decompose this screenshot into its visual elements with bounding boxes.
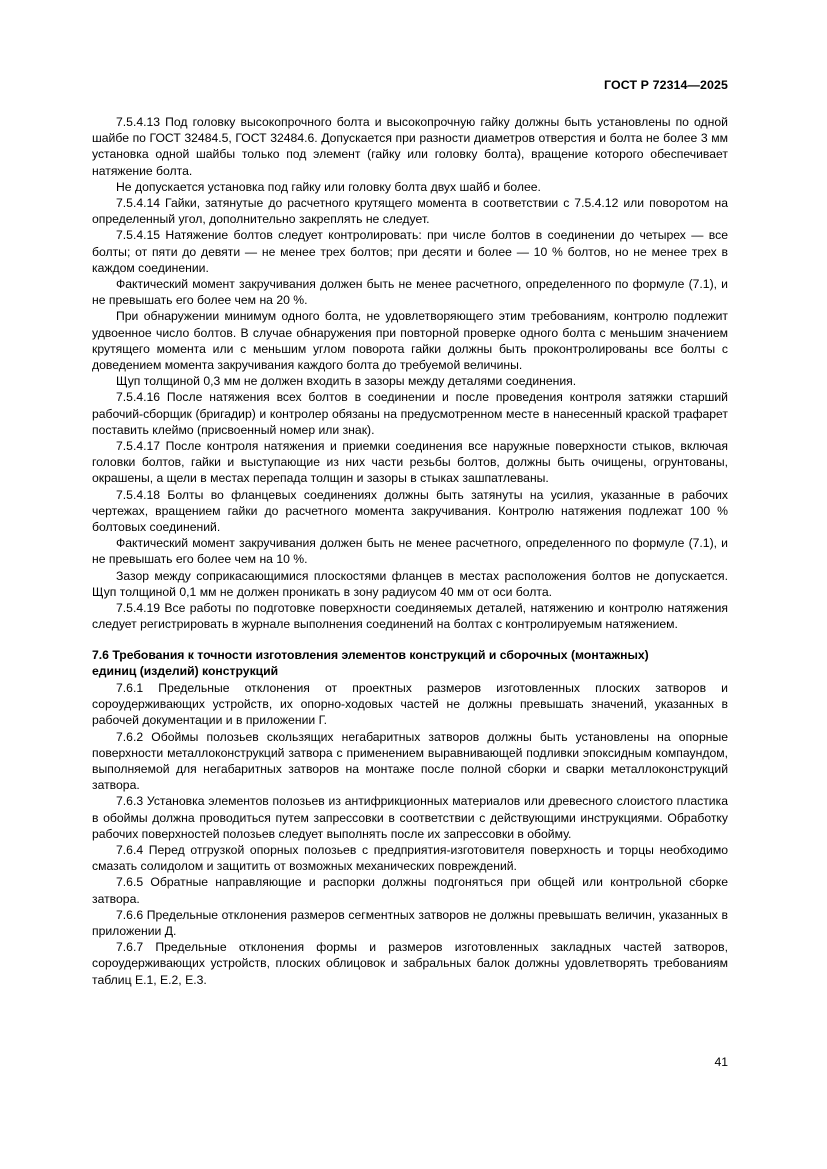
paragraph: 7.6.1 Предельные отклонения от проектных размеров изготовленных плоских затворов и сороудерживающих устройств, их опорно-ходовых частей не должны превышать значений, указанных в рабочей документации и в приложении Г.	[92, 680, 728, 728]
paragraph: Фактический момент закручивания должен быть не менее расчетного, определенного по формуле (7.1), и не превышать его более чем на 20 %.	[92, 277, 728, 308]
paragraph: 7.5.4.18 Болты во фланцевых соединениях должны быть затянуты на усилия, указанные в рабочих чертежах, вращением гайки до расчетного момента закручивания. Контролю натяжения подлежат 100 % болтовых соединений.	[92, 487, 728, 535]
section-heading: 7.6 Требования к точности изготовления элементов конструкций и сборочных (монтажных) единиц (изделий) конструкций	[92, 647, 649, 678]
paragraph: 7.6.7 Предельные отклонения формы и размеров изготовленных закладных частей затворов, сороудерживающих устройств, плоских облицовок и забральных балок должны удовлетворять требованиям таблиц Е.1, Е.2, Е.3.	[92, 940, 728, 987]
paragraph: 7.5.4.19 Все работы по подготовке поверхности соединяемых деталей, натяжению и контролю натяжения следует регистрировать в журнале выполнения соединений на болтах с контролируемым натяжением.	[92, 601, 728, 632]
paragraph: 7.6.6 Предельные отклонения размеров сегментных затворов не должны превышать величин, указанных в приложении Д.	[92, 907, 728, 938]
document-code: ГОСТ Р 72314—2025	[604, 78, 728, 92]
paragraph: 7.5.4.17 После контроля натяжения и приемки соединения все наружные поверхности стыков, включая головки болтов, гайки и выступающие из них части резьбы болтов, должны быть очищены, огрунтованы, окрашены, а щели в местах перепада толщин и зазоры в стыках зашпатлеваны.	[92, 439, 728, 486]
page-body	[92, 114, 728, 988]
paragraph: 7.5.4.16 После натяжения всех болтов в соединении и после проведения контроля затяжки старший рабочий-сборщик (бригадир) и контролер обязаны на предусмотренном месте в нанесенный краской трафарет поставить клеймо (присвоенный номер или знак).	[92, 390, 728, 437]
paragraph: Зазор между соприкасающимися плоскостями фланцев в местах расположения болтов не допускается. Щуп толщиной 0,1 мм не должен проникать в зону радиусом 40 мм от оси болта.	[92, 568, 728, 599]
paragraph: 7.5.4.15 Натяжение болтов следует контролировать: при числе болтов в соединении до четырех — все болты; от пяти до девяти — не менее трех болтов; при десяти и более — 10 % болтов, но не менее трех в каждом соединении.	[92, 228, 728, 275]
paragraph: Не допускается установка под гайку или головку болта двух шайб и более.	[116, 179, 541, 194]
paragraph: 7.5.4.13 Под головку высокопрочного болта и высокопрочную гайку должны быть установлены по одной шайбе по ГОСТ 32484.5, ГОСТ 32484.6. Допускается при разности диаметров отверстия и болта не более 3 мм установка одной шайбы только под элемент (гайку или головку болта), вращение которого обеспечивает натяжение болта.	[92, 115, 728, 178]
paragraph: 7.6.2 Обоймы полозьев скользящих негабаритных затворов должны быть установлены на опорные поверхности металлоконструкций затвора с применением выравнивающей подливки эпоксидным компаундом, выполняемой для негабаритных затворов на монтаже после полной сборки и сварки металлоконструкций затвора.	[92, 729, 728, 793]
paragraph: 7.6.3 Установка элементов полозьев из антифрикционных материалов или древесного слоистого пластика в обоймы должна проводиться путем запрессовки в соответствии с действующими инструкциями. Обработку рабочих поверхностей полозьев следует выполнять после их запрессовки в обойму.	[92, 794, 728, 841]
paragraph: 7.6.4 Перед отгрузкой опорных полозьев с предприятия-изготовителя поверхность и торцы необходимо смазать солидолом и защитить от возможных механических повреждений.	[92, 842, 728, 874]
paragraph: 7.6.5 Обратные направляющие и распорки должны подгоняться при общей или контрольной сборке затвора.	[92, 875, 728, 906]
paragraph: Щуп толщиной 0,3 мм не должен входить в зазоры между деталями соединения.	[116, 374, 577, 389]
paragraph: При обнаружении минимум одного болта, не удовлетворяющего этим требованиям, контролю подлежит удвоенное число болтов. В случае обнаружения при повторной проверке одного болта с меньшим значением крутящего момента или с меньшим углом поворота гайки должны быть проконтролированы все болты с доведением момента закручивания каждого болта до требуемой величины.	[92, 309, 728, 373]
paragraph: 7.5.4.14 Гайки, затянутые до расчетного крутящего момента в соответствии с 7.5.4.12 или поворотом на определенный угол, дополнительно закреплять не следует.	[92, 196, 728, 227]
paragraph: Фактический момент закручивания должен быть не менее расчетного, определенного по формуле (7.1), и не превышать его более чем на 10 %.	[92, 536, 728, 567]
page-number: 41	[714, 1055, 728, 1069]
